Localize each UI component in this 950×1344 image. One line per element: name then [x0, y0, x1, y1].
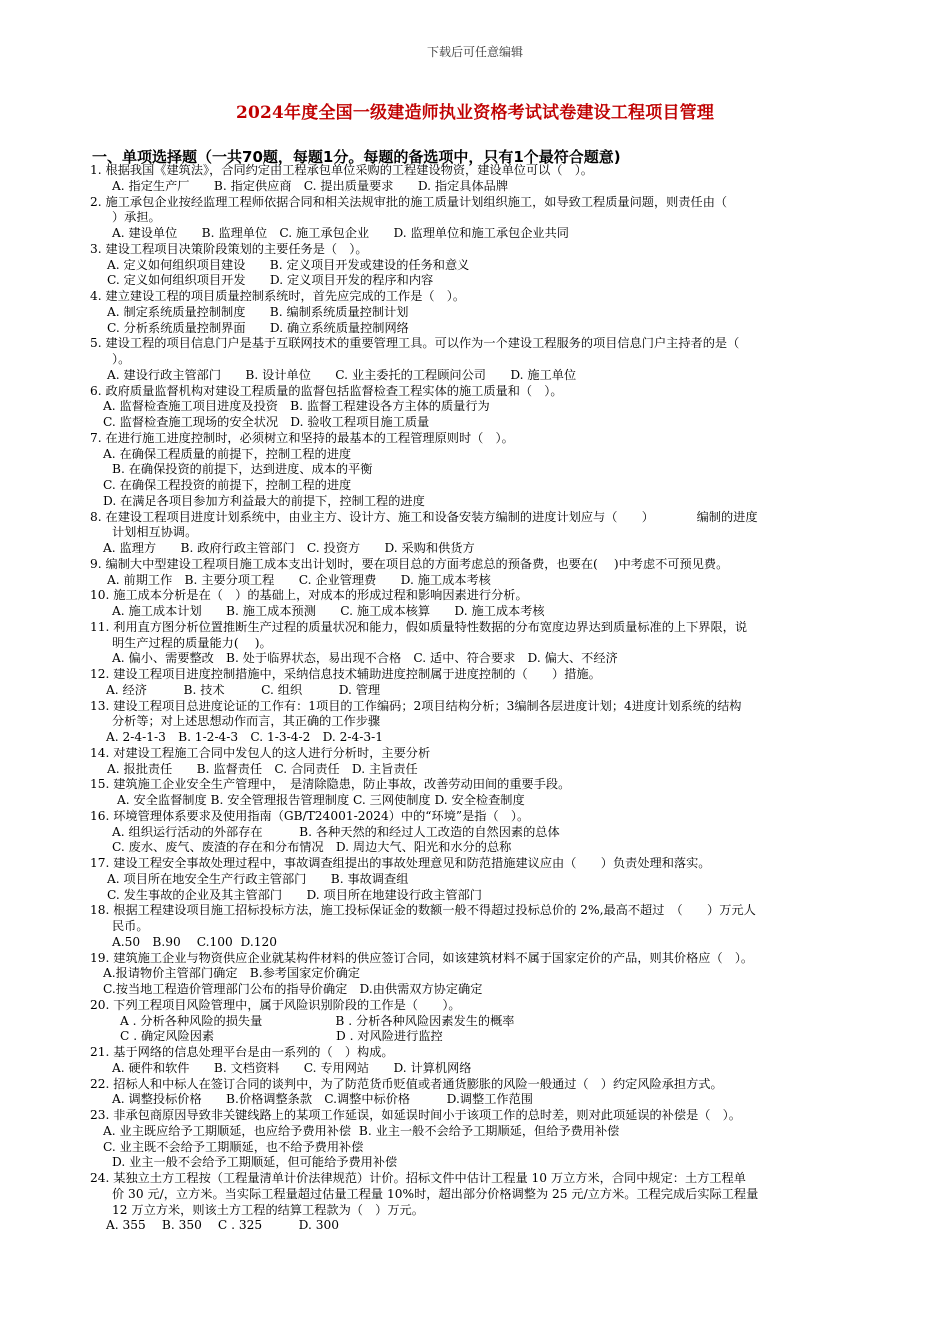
question-stem: 4. 建立建设工程的项目质量控制系统时，首先应完成的工作是（ ）。: [90, 289, 466, 303]
question-4: [90, 289, 865, 336]
page-header: 下载后可任意编辑: [426, 45, 523, 59]
question-14: [90, 746, 865, 778]
question-stem-continued: 12 万立方米，则该土方工程的结算工程款为（ ）万元。: [112, 1202, 424, 1217]
question-stem-continued: 价 30 元/，立方米。当实际工程量超过估量工程量 10%时，超出部分价格调整为 25 元/立方米。工程完成后实际工程量: [112, 1186, 759, 1201]
question-options: A. 业主既应给予工期顺延，也应给予费用补偿 B. 业主一般不会给予工期顺延，但给予费用补偿: [103, 1123, 620, 1138]
question-stem: 24. 某独立土方工程按（工程量清单计价法律规范）计价。招标文件中估计工程量 10 万立方米，合同中规定：土方工程单: [90, 1171, 746, 1185]
question-15: [90, 777, 865, 809]
question-options: A. 监督检查施工项目进度及投资 B. 监督工程建设各方主体的质量行为: [103, 399, 490, 414]
question-options: A. 制定系统质量控制制度 B. 编制系统质量控制计划: [107, 304, 409, 319]
question-options: A. 监理方 B. 政府行政主管部门 C. 投资方 D. 采购和供货方: [103, 541, 475, 555]
question-stem-continued: ）。: [112, 352, 131, 366]
question-options: A. 建设单位 B. 监理单位 C. 施工承包企业 D. 监理单位和施工承包企业共同: [112, 226, 569, 240]
question-stem: 15. 建筑施工企业安全生产管理中， 是清除隐患，防止事故，改善劳动田间的重要手段。: [90, 777, 571, 792]
question-list: [90, 163, 865, 1234]
question-options: A. 经济 B. 技术 C. 组织 D. 管理: [106, 682, 381, 697]
question-options: A. 施工成本计划 B. 施工成本预测 C. 施工成本核算 D. 施工成本考核: [112, 604, 545, 618]
question-options: A. 指定生产厂 B. 指定供应商 C. 提出质量要求 D. 指定具体品牌: [112, 178, 509, 193]
question-stem: 23. 非承包商原因导致非关键线路上的某项工作延误，如延误时间小于该项工作的总时差，则对此项延误的补偿是（ ）。: [90, 1108, 741, 1122]
question-options: A. 安全监督制度 B. 安全管理报告管理制度 C. 三网使制度 D. 安全检查制度: [117, 793, 525, 807]
question-stem: 6. 政府质量监督机构对建设工程质量的监督包括监督检查工程实体的施工质量和（ ）。: [90, 383, 563, 398]
question-options: A. 组织运行活动的外部存在 B. 各种天然的和经过人工改造的自然因素的总体: [112, 824, 560, 839]
question-options: C.按当地工程造价管理部门公布的指导价确定 D.由供需双方协定确定: [103, 982, 483, 996]
question-options: A . 分析各种风险的损失量 B . 分析各种风险因素发生的概率: [120, 1013, 515, 1028]
question-stem: 10. 施工成本分析是在（ ）的基础上，对成本的形成过程和影响因素进行分析。: [90, 588, 528, 603]
question-options: C. 分析系统质量控制界面 D. 确立系统质量控制网络: [107, 320, 409, 335]
question-options: A. 在确保工程质量的前提下，控制工程的进度: [103, 446, 352, 461]
question-options: C. 发生事故的企业及其主管部门 D. 项目所在地建设行政主管部门: [107, 887, 482, 902]
question-stem: 7. 在进行施工进度控制时，必须树立和坚持的最基本的工程管理原则时（ ）。: [90, 430, 514, 445]
question-stem: 22. 招标人和中标人在签订合同的谈判中，为了防范货币贬值或者通货膨胀的风险一般通过（ ）约定风险承担方式。: [90, 1076, 723, 1091]
question-options: A. 建设行政主管部门 B. 设计单位 C. 业主委托的工程顾问公司 D. 施工单位: [107, 367, 577, 382]
question-8: [90, 510, 865, 557]
question-stem: 16. 环境管理体系要求及使用指南（GB/T24001-2024）中的“环境”是指（ ）。: [90, 808, 530, 823]
question-17: [90, 856, 865, 903]
question-options: A. 前期工作 B. 主要分项工程 C. 企业管理费 D. 施工成本考核: [107, 572, 491, 587]
question-stem: 12. 建设工程项目进度控制措施中，采纳信息技术辅助进度控制属于进度控制的（ ）措施。: [90, 667, 601, 681]
question-options: C. 监督检查施工现场的安全状况 D. 验收工程项目施工质量: [103, 415, 430, 429]
question-13: [90, 699, 865, 746]
question-options: A. 硬件和软件 B. 文档资料 C. 专用网站 D. 计算机网络: [112, 1060, 472, 1075]
question-options: C . 确定风险因素 D . 对风险进行监控: [120, 1029, 443, 1044]
question-options: C. 在确保工程投资的前提下，控制工程的进度: [103, 478, 352, 492]
question-10: [90, 588, 865, 620]
question-stem-continued: 计划相互协调。: [112, 525, 198, 540]
question-stem-continued: 分析等；对上述思想动作而言，其正确的工作步骤: [112, 714, 381, 729]
question-stem-continued: 明生产过程的质量能力( )。: [112, 635, 272, 650]
question-22: [90, 1077, 865, 1109]
question-6: [90, 384, 865, 431]
question-stem-continued: ）承担。: [112, 210, 161, 225]
section-heading: 一、单项选择题（一共70题，每题1分。每题的备选项中，只有1个最符合题意): [92, 148, 621, 166]
question-12: [90, 667, 865, 699]
question-stem-continued: 民币。: [112, 919, 149, 933]
question-options: A. 报批责任 B. 监督责任 C. 合同责任 D. 主旨责任: [107, 761, 418, 776]
question-stem: 2. 施工承包企业按经监理工程师依据合同和相关法规审批的施工质量计划组织施工，如导致工程质量问题，则责任由（: [90, 194, 728, 209]
question-options: A. 项目所在地安全生产行政主管部门 B. 事故调查组: [107, 871, 409, 886]
question-20: [90, 998, 865, 1045]
question-2: [90, 195, 865, 242]
question-options: A. 定义如何组织项目建设 B. 定义项目开发或建设的任务和意义: [107, 257, 470, 272]
question-stem: 9. 编制大中型建设工程项目施工成本支出计划时，要在项目总的方面考虑总的预备费，也要在( )中考虑不可预见费。: [90, 556, 729, 571]
question-18: [90, 903, 865, 950]
question-options: C. 废水、废气、废渣的存在和分布情况 D. 周边大气、阳光和水分的总称: [112, 840, 512, 855]
question-5: [90, 336, 865, 383]
question-23: [90, 1108, 865, 1171]
question-stem: 20. 下列工程项目风险管理中，属于风险识别阶段的工作是（ ）。: [90, 997, 461, 1012]
question-stem: 11. 利用直方图分析位置推断生产过程的质量状况和能力，假如质量特性数据的分布宽度边界达到质量标准的上下界限，说: [90, 619, 748, 634]
question-stem: 21. 基于网络的信息处理平台是由一系列的（ ）构成。: [90, 1045, 394, 1059]
question-options: A. 355 B. 350 C . 325 D. 300: [106, 1218, 340, 1233]
question-options: A. 2-4-1-3 B. 1-2-4-3 C. 1-3-4-2 D. 2-4-3-1: [106, 730, 384, 744]
question-stem: 14. 对建设工程施工合同中发包人的这人进行分析时，主要分析: [90, 745, 431, 760]
question-7: [90, 431, 865, 510]
question-9: [90, 557, 865, 589]
question-3: [90, 242, 865, 289]
question-stem: 8. 在建设工程项目进度计划系统中，由业主方、设计方、施工和设备安装方编制的进度计划应与（ ） 编制的进度: [90, 509, 758, 524]
question-16: [90, 809, 865, 856]
question-stem: 18. 根据工程建设项目施工招标投标方法，施工投标保证金的数额一般不得超过投标总价的 2%,最高不超过 （ ）万元人: [90, 903, 756, 918]
question-stem: 19. 建筑施工企业与物资供应企业就某构件材料的供应签订合同，如该建筑材料不属于国家定价的产品，则其价格应（ ）。: [90, 950, 754, 965]
question-stem: 3. 建设工程项目决策阶段策划的主要任务是（ ）。: [90, 241, 368, 256]
question-options: A.报请物价主管部门确定 B.参考国家定价确定: [103, 966, 361, 981]
question-options: C. 定义如何组织项目开发 D. 定义项目开发的程序和内容: [107, 273, 434, 288]
page-title: 2024年度全国一级建造师执业资格考试试卷建设工程项目管理: [235, 103, 715, 123]
question-1: [90, 163, 865, 195]
question-21: [90, 1045, 865, 1077]
question-stem: 17. 建设工程安全事故处理过程中，事故调查组提出的事故处理意见和防范措施建议应由（ ）负责处理和落实。: [90, 856, 711, 870]
question-19: [90, 951, 865, 998]
question-stem: 13. 建设工程项目总进度论证的工作有：1项目的工作编码；2项目结构分析；3编制各层进度计划；4进度计划系统的结构: [90, 698, 742, 713]
question-options: A. 偏小、需要整改 B. 处于临界状态，易出现不合格 C. 适中、符合要求 D. 偏大、不经济: [112, 651, 618, 666]
question-stem: 5. 建设工程的项目信息门户是基于互联网技术的重要管理工具。可以作为一个建设工程服务的项目信息门户主持者的是（: [90, 336, 740, 351]
question-options: C. 业主既不会给予工期顺延，也不给予费用补偿: [103, 1139, 364, 1154]
question-stem: 1. 根据我国《建筑法》，合同约定由工程承包单位采购的工程建设物资，建设单位可以（ ）。: [90, 163, 593, 177]
question-options: A.50 B.90 C.100 D.120: [112, 934, 278, 949]
question-options: D. 在满足各项目参加方利益最大的前提下，控制工程的进度: [103, 493, 425, 508]
question-11: [90, 620, 865, 667]
question-options: B. 在确保投资的前提下，达到进度、成本的平衡: [112, 462, 373, 477]
question-24: [90, 1171, 865, 1234]
question-options: D. 业主一般不会给予工期顺延，但可能给予费用补偿: [112, 1155, 398, 1170]
question-options: A. 调整投标价格 B.价格调整条款 C.调整中标价格 D.调整工作范围: [112, 1092, 533, 1107]
